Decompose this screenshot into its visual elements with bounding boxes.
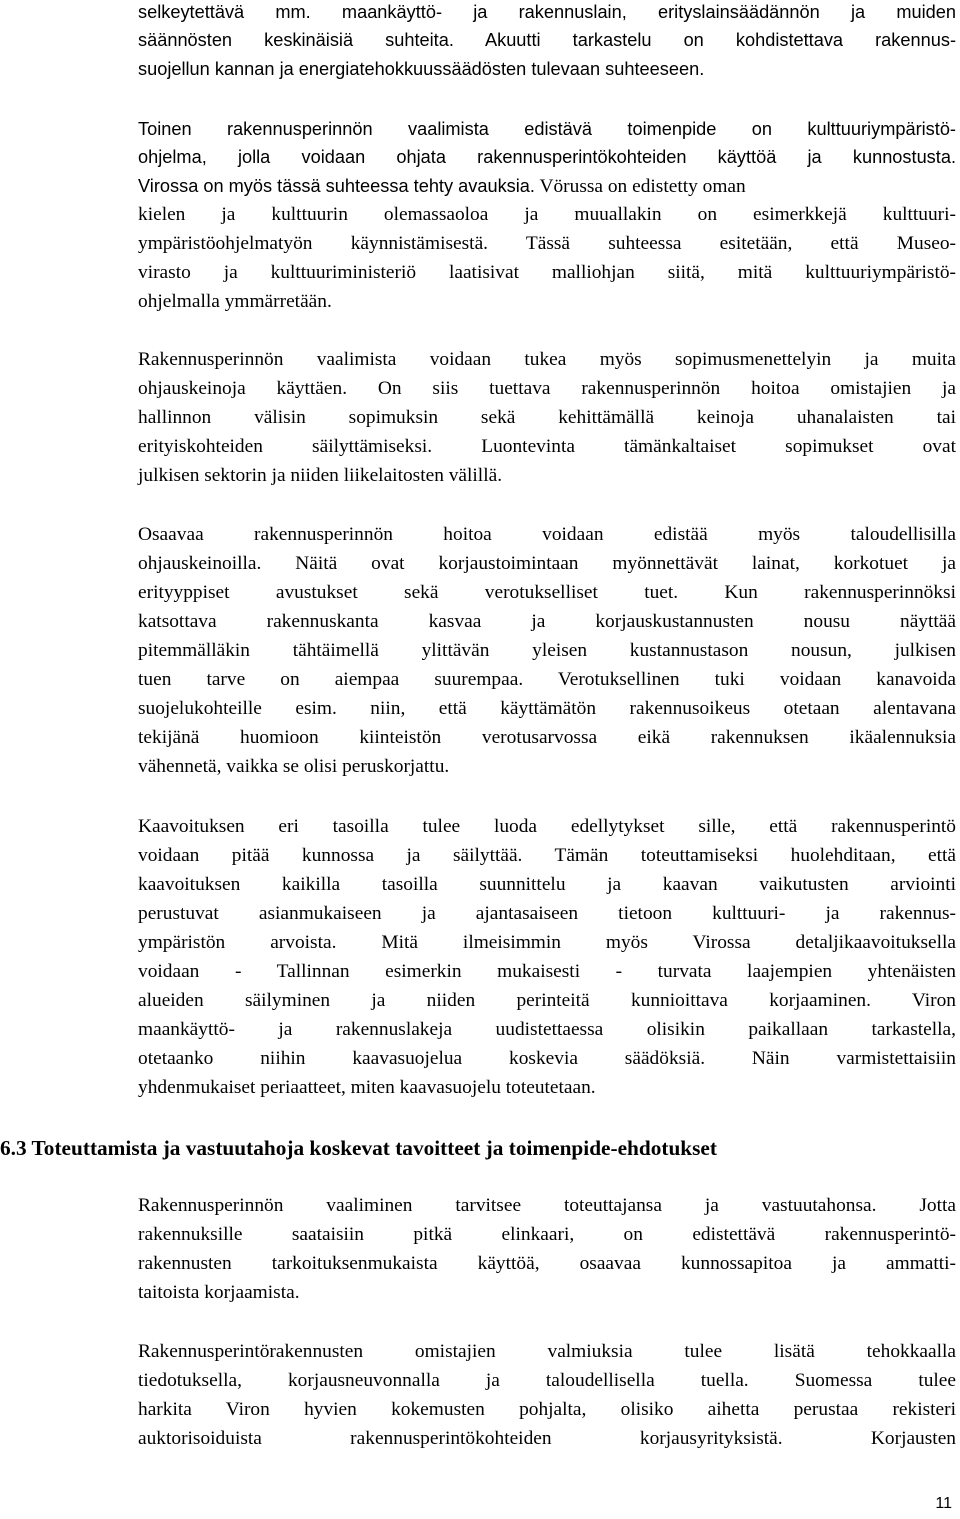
text-line: Rakennusperinnön vaalimista voidaan tukea myös sopimusmenettelyin ja muita [138,349,956,370]
text-line: Rakennusperinnön vaaliminen tarvitsee toteuttajansa ja vastuutahonsa. Jotta [138,1195,956,1216]
text-line: harkita Viron hyvien kokemusten pohjalta, olisiko aihetta perustaa rekisteri [138,1399,956,1420]
text-line: rakennusten tarkoituksenmukaista käyttöä, osaavaa kunnossapitoa ja ammatti- [138,1253,956,1274]
text-line: virasto ja kulttuuriministeriö laatisivat malliohjan siitä, mitä kulttuuriympäristö- [138,262,956,283]
text-line: tekijänä huomioon kiinteistön verotusarvossa eikä rakennuksen ikäalennuksia [138,727,956,748]
text-line: ohjauskeinoja käyttäen. On siis tuettava rakennusperinnön hoitoa omistajien ja [138,378,956,399]
text-fragment: Vörussa on edistetty oman [534,176,746,197]
text-line: tuen tarve on aiempaa suurempaa. Verotuksellinen tuki voidaan kanavoida [138,669,956,690]
text-fragment: Virossa on myös tässä suhteessa tehty avauksia. [138,176,535,196]
text-line: rakennuksille saataisiin pitkä elinkaari, on edistettävä rakennusperintö- [138,1224,956,1245]
text-line: katsottava rakennuskanta kasvaa ja korjauskustannusten nousu näyttää [138,611,956,632]
text-line: otetaanko niihin kaavasuojelua koskevia säädöksiä. Näin varmistettaisiin [138,1048,956,1069]
text-line: voidaan pitää kunnossa ja säilyttää. Tämän toteuttamiseksi huolehditaan, että [138,845,956,866]
text-line: pitemmälläkin tähtäimellä ylittävän yleisen kustannustason nousun, julkisen [138,640,956,661]
text-line: suojellun kannan ja energiatehokkuussäädösten tulevaan suhteeseen. [138,59,705,79]
text-line [138,172,956,201]
text-line: perustuvat asianmukaiseen ja ajantasaiseen tietoon kulttuuri- ja rakennus- [138,903,956,924]
text-line: säännösten keskinäisiä suhteita. Akuutti tarkastelu on kohdistettava rakennus- [138,30,956,50]
text-line: maankäyttö- ja rakennuslakeja uudistettaessa olisikin paikallaan tarkastella, [138,1019,956,1040]
text-line: ympäristön arvoista. Mitä ilmeisimmin myös Virossa detaljikaavoituksella [138,932,956,953]
text-line: voidaan - Tallinnan esimerkin mukaisesti - turvata laajempien yhtenäisten [138,961,956,982]
text-line: yhdenmukaiset periaatteet, miten kaavasuojelu toteutetaan. [138,1077,596,1098]
text-line: erityyppiset avustukset sekä verotukselliset tuet. Kun rakennusperinnöksi [138,582,956,603]
section-heading: 6.3 Toteuttamista ja vastuutahoja koskevat tavoitteet ja toimenpide-ehdotukset [0,1136,717,1160]
text-line: Toinen rakennusperinnön vaalimista edistävä toimenpide on kulttuuriympäristö- [138,119,956,139]
text-line: selkeytettävä mm. maankäyttö- ja rakennuslain, erityslainsäädännön ja muiden [138,2,956,22]
text-line: Osaavaa rakennusperinnön hoitoa voidaan edistää myös taloudellisilla [138,524,956,545]
text-line: suojelukohteille esim. niin, että käyttämätön rakennusoikeus otetaan alentavana [138,698,956,719]
text-line: hallinnon välisin sopimuksin sekä kehittämällä keinoja uhanalaisten tai [138,407,956,428]
text-line: vähennetä, vaikka se olisi peruskorjattu. [138,756,450,777]
text-line: auktorisoiduista rakennusperintökohteiden korjausyrityksistä. Korjausten [138,1428,956,1449]
page-number: 11 [935,1495,952,1512]
text-line: Rakennusperintörakennusten omistajien valmiuksia tulee lisätä tehokkaalla [138,1341,956,1362]
text-line: taitoista korjaamista. [138,1282,300,1303]
text-line: ohjelmalla ymmärretään. [138,291,332,312]
text-line: tiedotuksella, korjausneuvonnalla ja taloudellisella tuella. Suomessa tulee [138,1370,956,1391]
text-line: ohjelma, jolla voidaan ohjata rakennusperintökohteiden käyttöä ja kunnostusta. [138,147,956,167]
text-line: julkisen sektorin ja niiden liikelaitosten välillä. [138,465,503,486]
text-line: kaavoituksen kaikilla tasoilla suunnittelu ja kaavan vaikutusten arviointi [138,874,956,895]
text-line: kielen ja kulttuurin olemassaoloa ja muuallakin on esimerkkejä kulttuuri- [138,204,956,225]
text-line: erityiskohteiden säilyttämiseksi. Luontevinta tämänkaltaiset sopimukset ovat [138,436,956,457]
text-line: ympäristöohjelmatyön käynnistämisestä. Tässä suhteessa esitetään, että Museo- [138,233,956,254]
text-line: alueiden säilyminen ja niiden perinteitä kunnioittava korjaaminen. Viron [138,990,956,1011]
text-line: ohjauskeinoilla. Näitä ovat korjaustoimintaan myönnettävät lainat, korkotuet ja [138,553,956,574]
text-line: Kaavoituksen eri tasoilla tulee luoda edellytykset sille, että rakennusperintö [138,816,956,837]
